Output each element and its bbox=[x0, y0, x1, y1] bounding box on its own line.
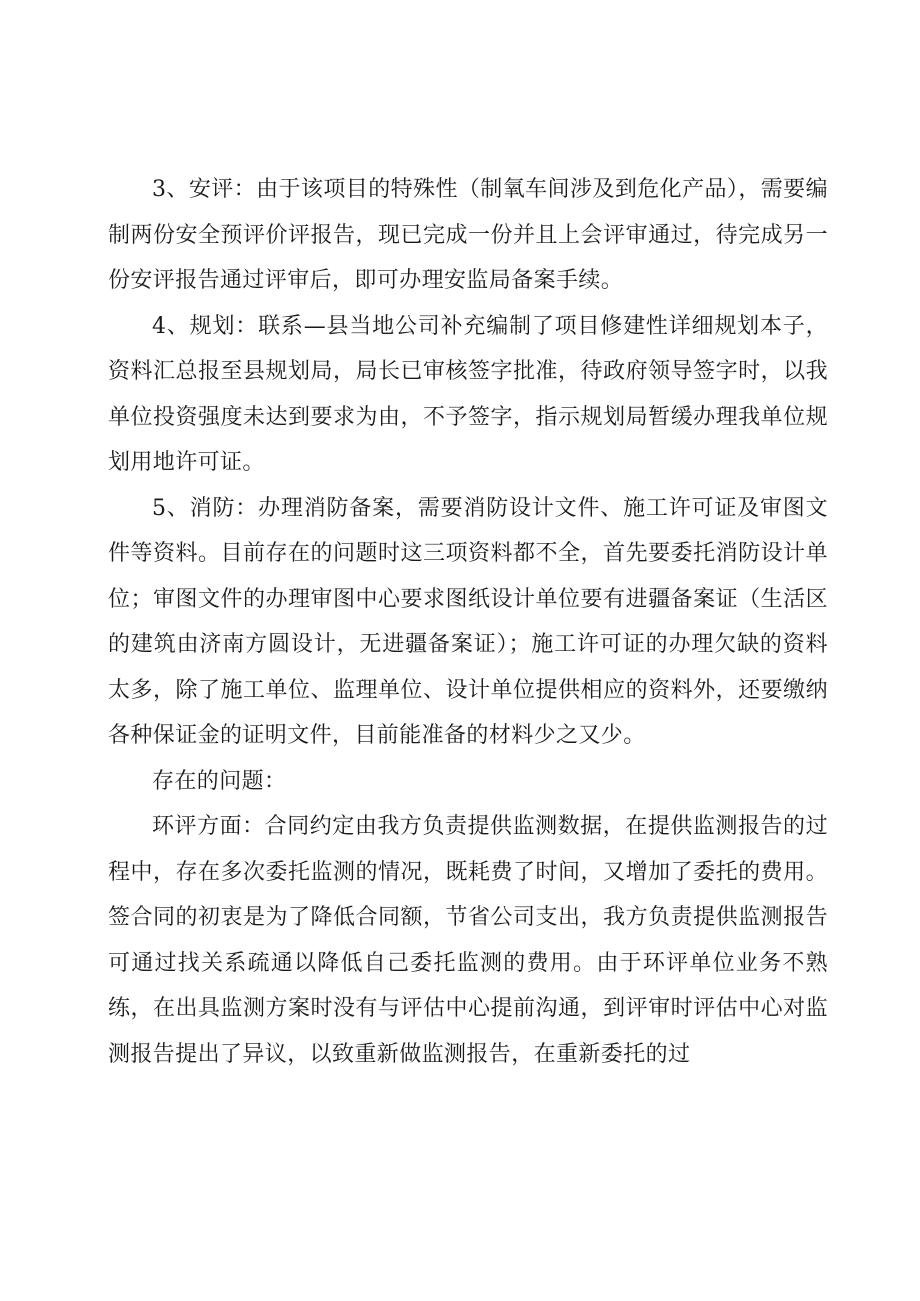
paragraph-environmental-assessment: 环评方面：合同约定由我方负责提供监测数据，在提供监测报告的过程中，存在多次委托监测的情况，既耗费了时间，又增加了委托的费用。签合同的初衷是为了降低合同额，节省公司支出，我方负责提供监测报告可通过找关系疏通以降低自己委托监测的费用。由于环评单位业务不熟练，在出具监测方案时没有与评估中心提前沟通，到评审时评估中心对监测报告提出了异议，以致重新做监测报告，在重新委托的过 bbox=[108, 814, 828, 1067]
paragraph-planning: 4、规划：联系—县当地公司补充编制了项目修建性详细规划本子，资料汇总报至县规划局，局长已审核签字批准，待政府领导签字时，以我单位投资强度未达到要求为由，不予签字，指示规划局暂缓办理我单位规划用地许可证。 bbox=[108, 313, 828, 475]
paragraph-existing-problems-heading: 存在的问题： bbox=[152, 768, 287, 794]
document-body bbox=[108, 167, 828, 1077]
paragraph-safety-assessment: 3、安评：由于该项目的特殊性（制氧车间涉及到危化产品），需要编制两份安全预评价评报告，现已完成一份并且上会评审通过，待完成另一份安评报告通过评审后，即可办理安监局备案手续。 bbox=[108, 177, 828, 293]
paragraph-fire-protection: 5、消防：办理消防备案，需要消防设计文件、施工许可证及审图文件等资料。目前存在的问题时这三项资料都不全，首先要委托消防设计单位；审图文件的办理审图中心要求图纸设计单位要有进疆备案证（生活区的建筑由济南方圆设计，无进疆备案证）；施工许可证的办理欠缺的资料太多，除了施工单位、监理单位、设计单位提供相应的资料外，还要缴纳各种保证金的证明文件，目前能准备的材料少之又少。 bbox=[108, 495, 828, 748]
